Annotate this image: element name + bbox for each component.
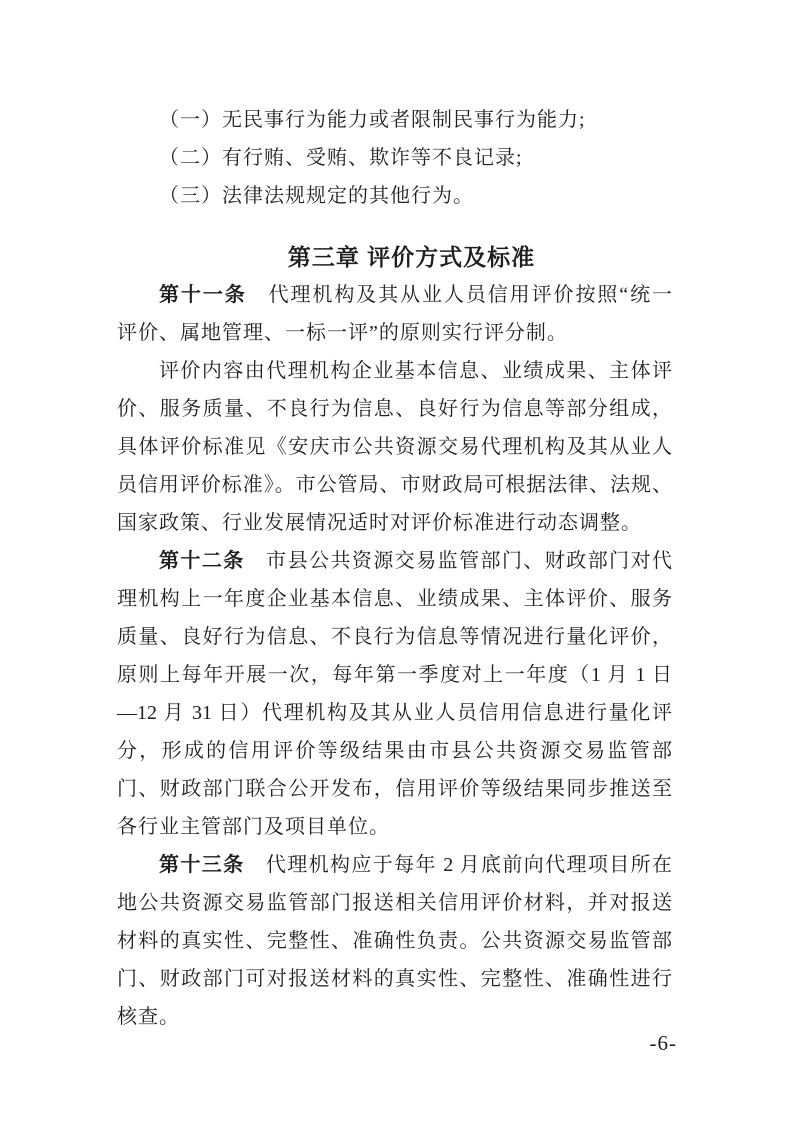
text-line: [117, 177, 672, 215]
text-segment: 员信用评价标准》。市公管局、市财政局可根据法律、法规、: [117, 474, 672, 496]
text-segment: 门、财政部门可对报送材料的真实性、完整性、准确性进行: [117, 968, 672, 990]
text-line: [117, 922, 672, 960]
document-body: [117, 101, 672, 1036]
text-line: [117, 352, 672, 390]
text-segment: 各行业主管部门及项目单位。: [117, 816, 390, 838]
text-segment: 理机构上一年度企业基本信息、业绩成果、主体评价、服务: [117, 588, 672, 610]
text-line: [117, 656, 672, 694]
text-line: [117, 960, 672, 998]
bold-text-segment: 第十三条: [159, 854, 245, 876]
bold-text-segment: 第十一条: [159, 284, 247, 306]
text-segment: 评价内容由代理机构企业基本信息、业绩成果、主体评: [159, 360, 672, 382]
chapter-heading: [117, 238, 672, 276]
text-line: [117, 504, 672, 542]
text-segment: 代理机构应于每年 2 月底前向代理项目所在: [244, 854, 672, 876]
text-line: [117, 998, 672, 1036]
text-line: [117, 770, 672, 808]
text-line: [117, 580, 672, 618]
text-segment: 原则上每年开展一次，每年第一季度对上一年度（1 月 1 日: [117, 664, 672, 686]
text-line: [117, 694, 672, 732]
text-segment: 评价、属地管理、一标一评”的原则实行评分制。: [117, 322, 568, 344]
text-segment: 质量、良好行为信息、不良行为信息等情况进行量化评价，: [117, 626, 672, 648]
text-segment: （一）无民事行为能力或者限制民事行为能力;: [159, 109, 586, 131]
text-line: [117, 390, 672, 428]
text-segment: 地公共资源交易监管部门报送相关信用评价材料，并对报送: [117, 892, 672, 914]
text-segment: （二）有行贿、受贿、欺诈等不良记录;: [159, 147, 523, 169]
text-segment: 价、服务质量、不良行为信息、良好行为信息等部分组成，: [117, 398, 672, 420]
bold-text-segment: 第三章 评价方式及标准: [287, 244, 536, 270]
text-line: [117, 618, 672, 656]
text-segment: 代理机构及其从业人员信用评价按照“统一: [246, 284, 672, 306]
text-line: [117, 884, 672, 922]
text-segment: 国家政策、行业发展情况适时对评价标准进行动态调整。: [117, 512, 642, 534]
text-line: [117, 846, 672, 884]
text-line: [117, 466, 672, 504]
text-line: [117, 732, 672, 770]
text-line: [117, 314, 672, 352]
text-segment: 市县公共资源交易监管部门、财政部门对代: [244, 550, 673, 572]
text-segment: 门、财政部门联合公开发布，信用评价等级结果同步推送至: [117, 778, 672, 800]
text-line: [117, 428, 672, 466]
text-segment: 材料的真实性、完整性、准确性负责。公共资源交易监管部: [117, 930, 672, 952]
page-number: -6-: [649, 1031, 677, 1055]
text-line: [117, 101, 672, 139]
text-segment: （三）法律法规规定的其他行为。: [159, 185, 474, 207]
text-line: [117, 542, 672, 580]
bold-text-segment: 第十二条: [159, 550, 245, 572]
text-line: [117, 808, 672, 846]
text-segment: 具体评价标准见《安庆市公共资源交易代理机构及其从业人: [117, 436, 672, 458]
blank-line: [117, 215, 672, 238]
text-line: [117, 276, 672, 314]
text-segment: 分，形成的信用评价等级结果由市县公共资源交易监管部: [117, 740, 672, 762]
text-segment: 核查。: [117, 1006, 180, 1028]
text-line: [117, 139, 672, 177]
text-segment: —12 月 31 日）代理机构及其从业人员信用信息进行量化评: [117, 702, 672, 724]
